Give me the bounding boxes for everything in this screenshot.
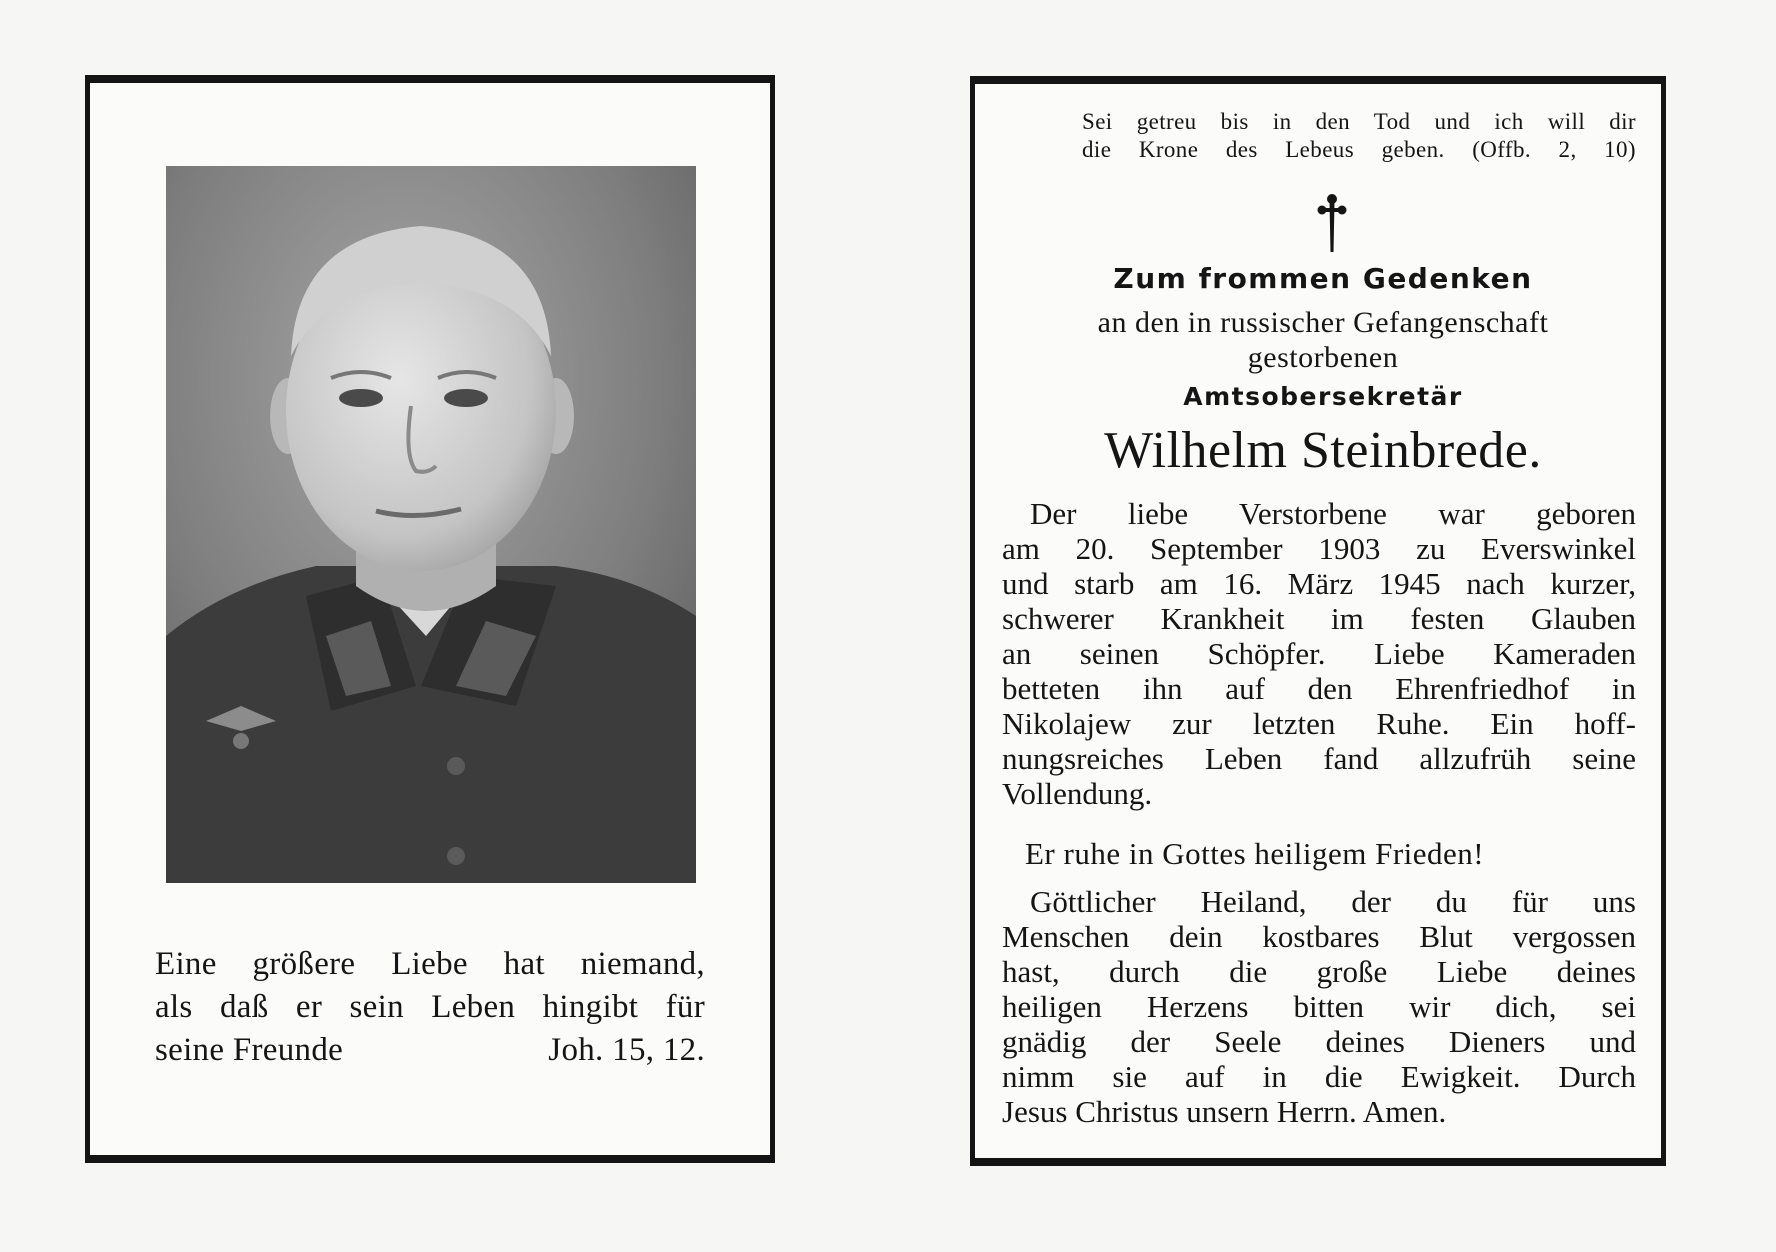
epigraph (1082, 108, 1636, 164)
intro-line: an den in russischer Gefangenschaft (1097, 306, 1549, 339)
biography (1002, 496, 1636, 811)
bio-line: Vollendung. (1002, 776, 1153, 811)
bio-line: Der liebe Verstorbene war geboren (1030, 496, 1636, 531)
prayer-line: Göttlicher Heiland, der du für uns (1030, 884, 1636, 919)
bio-line: und starb am 16. März 1945 nach kurzer, (1002, 566, 1636, 601)
prayer-line: nimm sie auf in die Ewigkeit. Durch (1002, 1059, 1636, 1094)
bible-quote (155, 943, 705, 1072)
rank-title: Amtsobersekretär (1183, 382, 1463, 411)
prayer-line: gnädig der Seele deines Dieners und (1002, 1024, 1636, 1059)
quote-last-line (155, 1029, 705, 1072)
cross-icon (1317, 192, 1347, 254)
epigraph-line: die Krone des Lebeus geben. (Offb. 2, 10) (1082, 137, 1636, 162)
memorial-heading: Zum frommen Gedenken (1113, 262, 1533, 295)
quote-line: Eine größere Liebe hat niemand, (155, 946, 705, 982)
bio-line: Nikolajew zur letzten Ruhe. Ein hoff- (1002, 706, 1636, 741)
portrait-photo (166, 166, 696, 883)
bio-line: betteten ihn auf den Ehrenfriedhof in (1002, 671, 1636, 706)
prayer (1002, 884, 1636, 1129)
prayer-line: hast, durch die große Liebe deines (1002, 954, 1636, 989)
quote-line-end: seine Freunde (155, 1032, 344, 1068)
bio-line: an seinen Schöpfer. Liebe Kameraden (1002, 636, 1636, 671)
prayer-line: Jesus Christus unsern Herrn. Amen. (1002, 1094, 1447, 1129)
quote-line: als daß er sein Leben hingibt für (155, 989, 705, 1025)
epigraph-line: Sei getreu bis in den Tod und ich will dir (1082, 109, 1636, 134)
deceased-name: Wilhelm Steinbrede. (1104, 422, 1542, 479)
prayer-line: heiligen Herzens bitten wir dich, sei (1002, 989, 1636, 1024)
bio-line: schwerer Krankheit im festen Glauben (1002, 601, 1636, 636)
bio-line: nungsreiches Leben fand allzufrüh seine (1002, 741, 1636, 776)
intro-line: gestorbenen (1247, 341, 1399, 374)
quote-reference: Joh. 15, 12. (548, 1032, 705, 1068)
right-card (970, 76, 1666, 1166)
closing-blessing: Er ruhe in Gottes heiligem Frieden! (1025, 836, 1485, 871)
portrait-illustration (166, 166, 696, 883)
bio-line: am 20. September 1903 zu Everswinkel (1002, 531, 1636, 566)
prayer-line: Menschen dein kostbares Blut vergossen (1002, 919, 1636, 954)
left-card (85, 75, 775, 1163)
